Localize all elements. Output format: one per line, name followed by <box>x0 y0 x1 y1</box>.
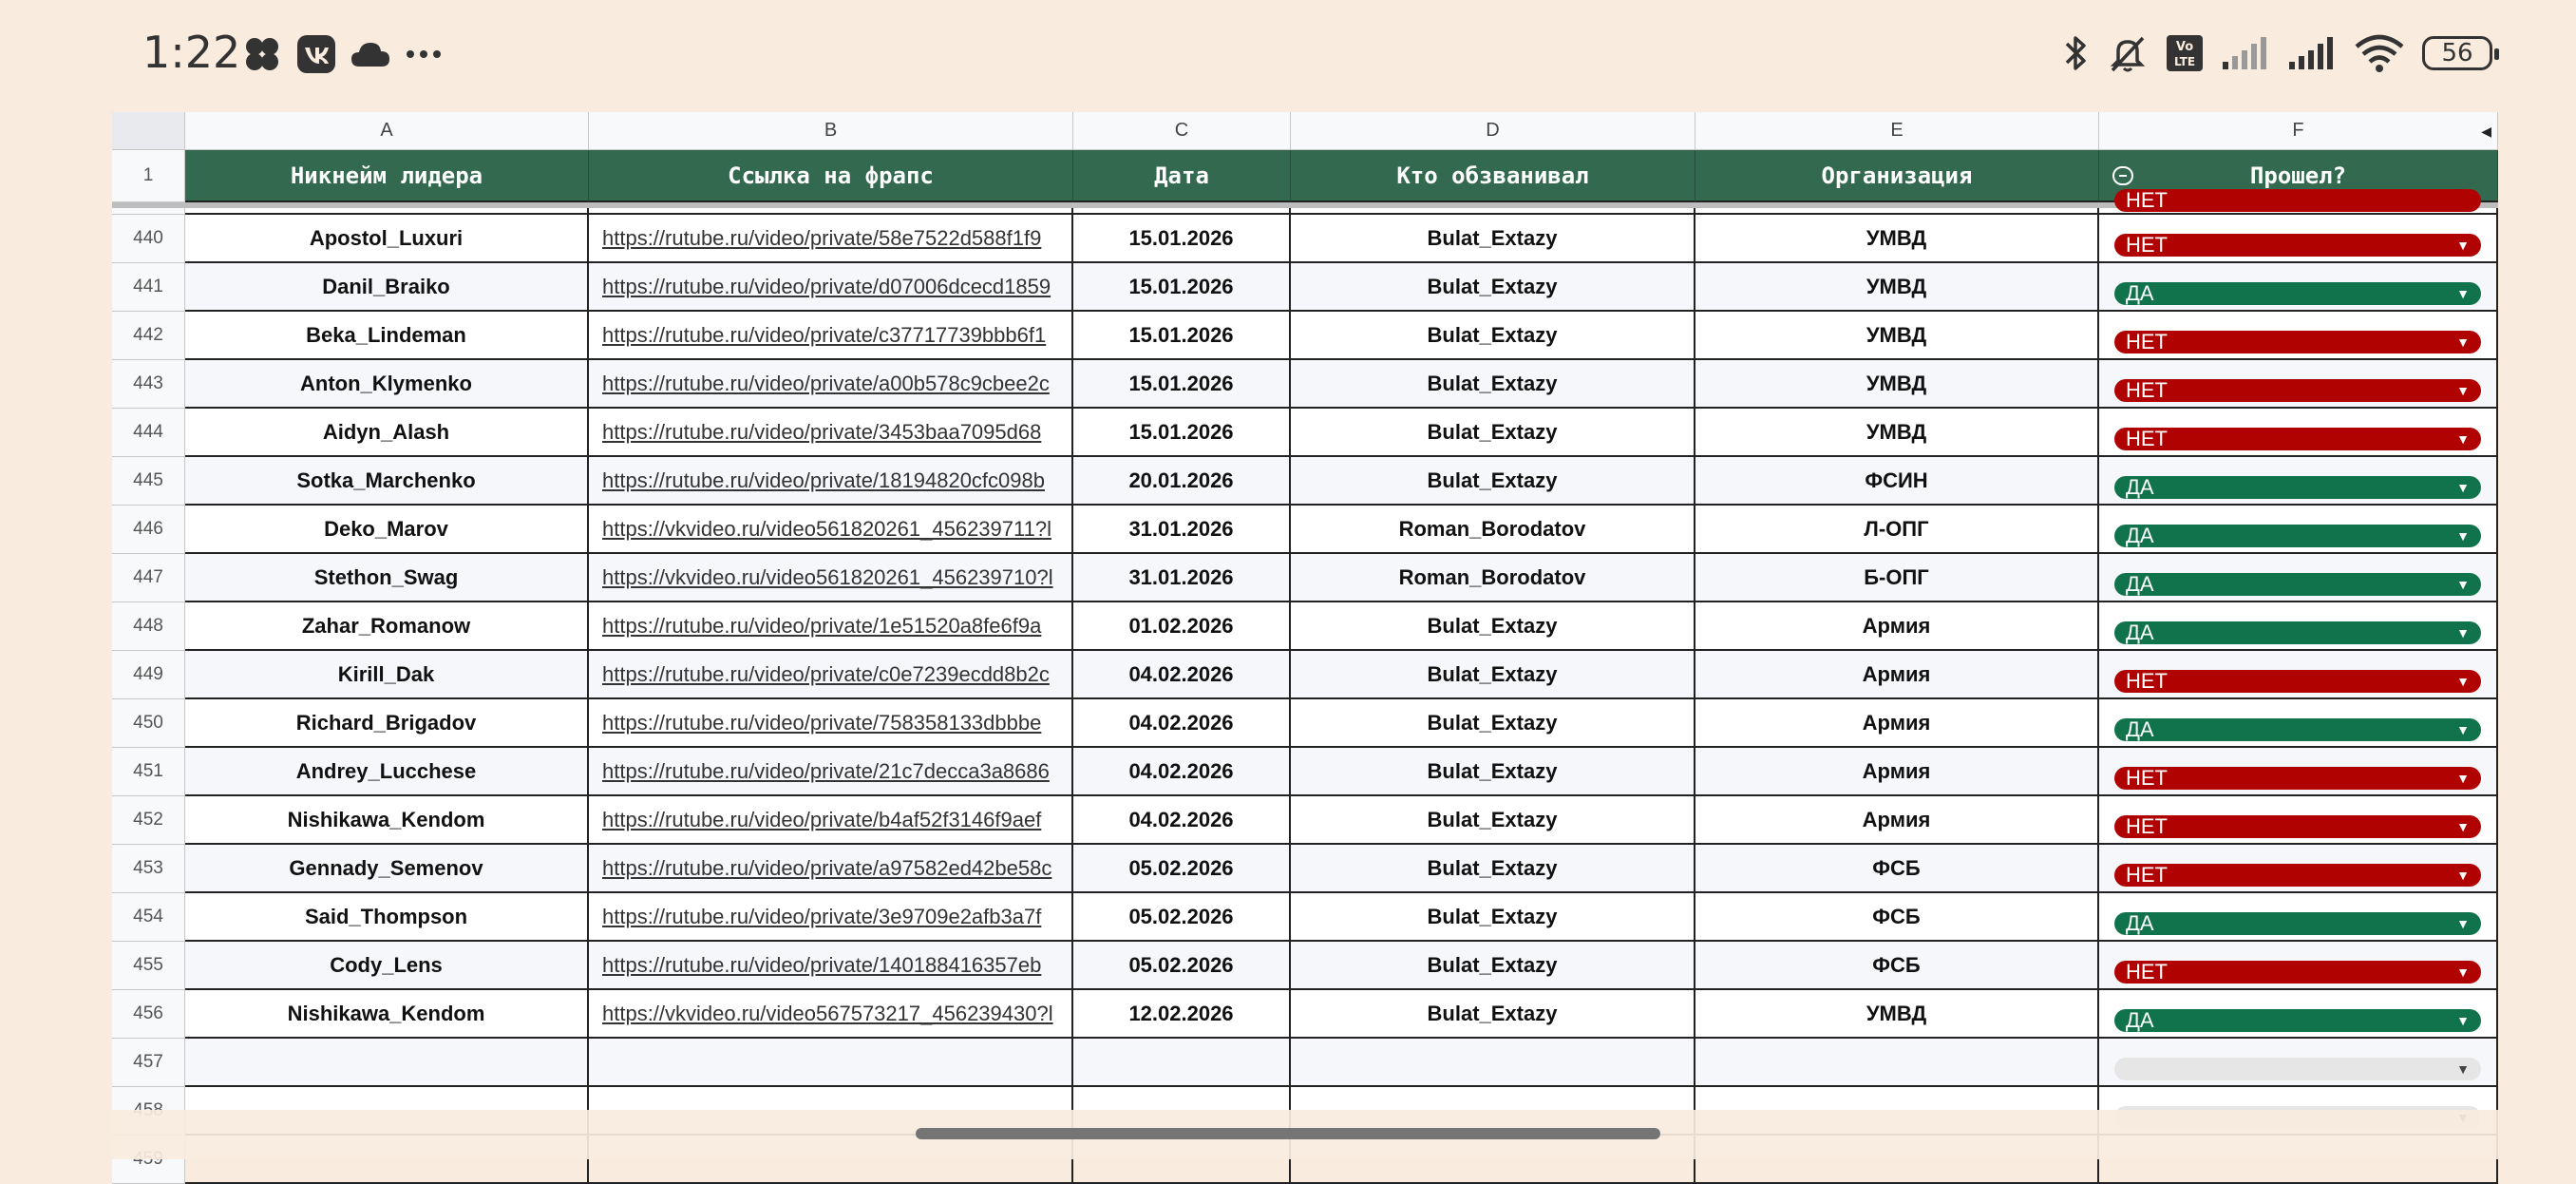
status-dropdown-chip[interactable] <box>2114 864 2481 887</box>
cell-link[interactable]: https://vkvideo.ru/video561820261_456239710?l <box>589 554 1073 602</box>
cell-status[interactable] <box>2099 1039 2498 1087</box>
select-all-corner[interactable] <box>112 112 185 150</box>
cell-link[interactable]: https://rutube.ru/video/private/140188416357eb <box>589 942 1073 990</box>
cloud-icon <box>350 38 391 70</box>
bluetooth-icon <box>2061 32 2090 74</box>
table-row <box>112 215 2498 263</box>
cell-caller[interactable]: Bulat_Extazy <box>1291 990 1695 1039</box>
status-dropdown-chip[interactable] <box>2114 234 2481 257</box>
cell-caller[interactable]: Roman_Borodatov <box>1291 506 1695 554</box>
status-dropdown-chip[interactable] <box>2114 718 2481 741</box>
status-dropdown-chip[interactable] <box>2114 573 2481 596</box>
dropdown-caret-icon: ▼ <box>2456 527 2470 544</box>
dropdown-caret-icon: ▼ <box>2456 818 2470 834</box>
cell-org[interactable]: Л-ОПГ <box>1695 506 2099 554</box>
cell-org[interactable]: УМВД <box>1695 312 2099 360</box>
status-chip-label: НЕТ <box>2126 377 2168 402</box>
clover-icon <box>241 35 283 73</box>
table-row <box>112 845 2498 893</box>
column-headers <box>112 112 2498 150</box>
cell-nickname[interactable]: Richard_Brigadov <box>185 699 589 748</box>
dropdown-caret-icon: ▼ <box>2456 479 2470 495</box>
partial-cell <box>185 208 589 215</box>
status-dropdown-chip[interactable] <box>2114 912 2481 935</box>
cell-link[interactable]: https://rutube.ru/video/private/58e7522d588f1f9 <box>589 215 1073 263</box>
cell-date[interactable]: 15.01.2026 <box>1073 215 1291 263</box>
cell-nickname[interactable]: Aidyn_Alash <box>185 409 589 457</box>
cell-status[interactable] <box>2099 699 2498 748</box>
status-chip-label: ДА <box>2126 1007 2154 1032</box>
partial-row-top <box>112 188 2498 215</box>
row-number[interactable]: 443 <box>112 360 185 409</box>
cell-status[interactable] <box>2099 409 2498 457</box>
cell-link[interactable]: https://rutube.ru/video/private/c0e7239ecdd8b2c <box>589 651 1073 699</box>
table-row <box>112 602 2498 651</box>
cell-caller[interactable]: Bulat_Extazy <box>1291 602 1695 651</box>
cell-status[interactable] <box>2099 215 2498 263</box>
row-number[interactable]: 1 <box>112 150 185 202</box>
dropdown-caret-icon: ▼ <box>2456 1012 2470 1028</box>
dropdown-caret-icon: ▼ <box>2456 770 2470 786</box>
column-header-f-label: F <box>2292 120 2304 141</box>
cell-status[interactable] <box>2099 796 2498 845</box>
cell-org[interactable]: ФСБ <box>1695 942 2099 990</box>
partial-cell <box>1073 208 1291 215</box>
cell-link[interactable]: https://vkvideo.ru/video567573217_456239430?l <box>589 990 1073 1039</box>
cell-status[interactable] <box>2099 554 2498 602</box>
battery-indicator: 56 <box>2422 36 2492 70</box>
cell-link[interactable]: https://rutube.ru/video/private/3453baa7095d68 <box>589 409 1073 457</box>
more-dots-icon <box>405 48 443 60</box>
table-row <box>112 1039 2498 1087</box>
table-row <box>112 893 2498 942</box>
table-row <box>112 990 2498 1039</box>
cell-date[interactable]: 05.02.2026 <box>1073 845 1291 893</box>
spreadsheet[interactable] <box>112 112 2498 1159</box>
status-chip-label: ДА <box>2126 280 2154 305</box>
cell-nickname[interactable] <box>185 1039 589 1087</box>
column-header-f[interactable] <box>2099 112 2498 150</box>
row-number-partial <box>112 208 185 215</box>
status-dropdown-chip[interactable] <box>2114 282 2481 305</box>
cell-caller[interactable]: Bulat_Extazy <box>1291 845 1695 893</box>
cell-caller[interactable]: Bulat_Extazy <box>1291 457 1695 506</box>
table-row <box>112 409 2498 457</box>
status-chip-label: НЕТ <box>2126 862 2168 887</box>
svg-text:Vo: Vo <box>2175 40 2194 54</box>
volte-icon <box>2166 34 2204 72</box>
cell-nickname[interactable]: Nishikawa_Kendom <box>185 990 589 1039</box>
cell-status[interactable] <box>2099 506 2498 554</box>
cell-status[interactable] <box>2099 845 2498 893</box>
cell-link[interactable]: https://rutube.ru/video/private/3e9709e2afb3a7f <box>589 893 1073 942</box>
status-chip-label: НЕТ <box>2126 426 2168 450</box>
header-cell-caller[interactable]: Кто обзванивал <box>1291 150 1695 202</box>
dropdown-caret-icon: ▼ <box>2456 430 2470 447</box>
column-header-a[interactable]: A <box>185 112 589 150</box>
row-number[interactable]: 448 <box>112 602 185 651</box>
cell-link[interactable]: https://rutube.ru/video/private/a00b578c9cbee2c <box>589 360 1073 409</box>
cell-caller[interactable]: Roman_Borodatov <box>1291 554 1695 602</box>
dropdown-caret-icon: ▼ <box>2456 867 2470 883</box>
cell-caller[interactable]: Bulat_Extazy <box>1291 796 1695 845</box>
status-chip-label: НЕТ <box>2126 668 2168 693</box>
cell-date[interactable]: 20.01.2026 <box>1073 457 1291 506</box>
cell-caller[interactable]: Bulat_Extazy <box>1291 409 1695 457</box>
vk-icon <box>296 34 336 74</box>
row-number[interactable]: 455 <box>112 942 185 990</box>
row-number[interactable]: 454 <box>112 893 185 942</box>
table-row <box>112 699 2498 748</box>
cell-nickname[interactable]: Apostol_Luxuri <box>185 215 589 263</box>
cell-status[interactable] <box>2099 893 2498 942</box>
row-number[interactable]: 445 <box>112 457 185 506</box>
data-rows <box>112 215 2498 1039</box>
cell-org[interactable]: Армия <box>1695 699 2099 748</box>
sheet-grid <box>112 150 2498 1184</box>
cell-link[interactable]: https://rutube.ru/video/private/c37717739bbb6f1 <box>589 312 1073 360</box>
cell-caller[interactable]: Bulat_Extazy <box>1291 360 1695 409</box>
cell-link[interactable]: https://rutube.ru/video/private/758358133dbbbe <box>589 699 1073 748</box>
status-dropdown-chip[interactable] <box>2114 670 2481 693</box>
status-dropdown-chip[interactable] <box>2114 621 2481 644</box>
cell-status[interactable] <box>2099 990 2498 1039</box>
row-number[interactable]: 456 <box>112 990 185 1039</box>
cell-link[interactable] <box>589 1039 1073 1087</box>
cell-status[interactable] <box>2099 942 2498 990</box>
cell-nickname[interactable]: Andrey_Lucchese <box>185 748 589 796</box>
dropdown-caret-icon: ▼ <box>2456 915 2470 931</box>
cell-org[interactable]: УМВД <box>1695 360 2099 409</box>
cell-nickname[interactable]: Kirill_Dak <box>185 651 589 699</box>
table-row <box>112 263 2498 312</box>
cell-nickname[interactable]: Danil_Braiko <box>185 263 589 312</box>
cell-nickname[interactable]: Anton_Klymenko <box>185 360 589 409</box>
cell-nickname[interactable]: Nishikawa_Kendom <box>185 796 589 845</box>
status-chip-label: ДА <box>2126 910 2154 935</box>
cell-org[interactable]: Армия <box>1695 602 2099 651</box>
svg-text:LTE: LTE <box>2173 55 2196 68</box>
partial-cell <box>589 208 1073 215</box>
cell-org[interactable]: Б-ОПГ <box>1695 554 2099 602</box>
cell-nickname[interactable]: Stethon_Swag <box>185 554 589 602</box>
cell-date[interactable] <box>1073 1039 1291 1087</box>
cell-date[interactable]: 04.02.2026 <box>1073 651 1291 699</box>
cell-nickname[interactable]: Gennady_Semenov <box>185 845 589 893</box>
cell-date[interactable]: 05.02.2026 <box>1073 942 1291 990</box>
cell-nickname[interactable]: Said_Thompson <box>185 893 589 942</box>
cell-date[interactable]: 12.02.2026 <box>1073 990 1291 1039</box>
cell-status[interactable] <box>2099 748 2498 796</box>
status-dropdown-chip[interactable] <box>2114 961 2481 983</box>
cell-nickname[interactable]: Cody_Lens <box>185 942 589 990</box>
status-dropdown-chip[interactable] <box>2114 189 2481 212</box>
header-cell-nickname[interactable]: Никнейм лидера <box>185 150 589 202</box>
cell-org[interactable]: УМВД <box>1695 409 2099 457</box>
table-row <box>112 457 2498 506</box>
row-number[interactable]: 457 <box>112 1039 185 1087</box>
cell-status[interactable] <box>2099 360 2498 409</box>
cell-date[interactable]: 01.02.2026 <box>1073 602 1291 651</box>
cell-status[interactable] <box>2099 602 2498 651</box>
cell-date[interactable]: 15.01.2026 <box>1073 409 1291 457</box>
cell-date[interactable]: 31.01.2026 <box>1073 554 1291 602</box>
cell-nickname[interactable]: Beka_Lindeman <box>185 312 589 360</box>
cell-date[interactable]: 05.02.2026 <box>1073 893 1291 942</box>
dropdown-caret-icon: ▼ <box>2456 1060 2470 1077</box>
row-number[interactable]: 453 <box>112 845 185 893</box>
status-dropdown-chip[interactable] <box>2114 1009 2481 1032</box>
cell-date[interactable]: 04.02.2026 <box>1073 699 1291 748</box>
status-chip-label: ДА <box>2126 523 2154 547</box>
status-chip-label: НЕТ <box>2126 329 2168 353</box>
signal-icon <box>2221 35 2270 71</box>
row-number[interactable]: 442 <box>112 312 185 360</box>
cell-status[interactable] <box>2099 651 2498 699</box>
partial-cell <box>1695 208 2099 215</box>
dropdown-caret-icon: ▼ <box>2456 576 2470 592</box>
cell-link[interactable]: https://rutube.ru/video/private/18194820cfc098b <box>589 457 1073 506</box>
column-header-e[interactable]: E <box>1695 112 2099 150</box>
cell-status[interactable] <box>2099 457 2498 506</box>
status-dropdown-chip[interactable] <box>2114 379 2481 402</box>
row-number[interactable]: 450 <box>112 699 185 748</box>
table-row <box>112 942 2498 990</box>
status-dropdown-chip[interactable] <box>2114 815 2481 838</box>
dropdown-caret-icon: ▼ <box>2456 673 2470 689</box>
clock: 1:22 <box>142 27 241 78</box>
cell-date[interactable]: 15.01.2026 <box>1073 312 1291 360</box>
status-chip-label: ДА <box>2126 571 2154 596</box>
signal-icon <box>2287 35 2337 71</box>
status-dropdown-chip[interactable] <box>2114 331 2481 353</box>
cell-org[interactable]: Армия <box>1695 651 2099 699</box>
cell-org[interactable]: УМВД <box>1695 263 2099 312</box>
table-row <box>112 506 2498 554</box>
cell-date[interactable]: 04.02.2026 <box>1073 748 1291 796</box>
cell-caller[interactable]: Bulat_Extazy <box>1291 651 1695 699</box>
row-number[interactable]: 446 <box>112 506 185 554</box>
cell-link[interactable]: https://rutube.ru/video/private/21c7decca3a8686 <box>589 748 1073 796</box>
cell-date[interactable]: 15.01.2026 <box>1073 263 1291 312</box>
status-dropdown-chip[interactable] <box>2114 428 2481 450</box>
collapse-left-icon[interactable]: ◀ <box>2481 124 2491 139</box>
status-chip-label: ДА <box>2126 620 2154 644</box>
cell-link[interactable]: https://rutube.ru/video/private/b4af52f3146f9aef <box>589 796 1073 845</box>
cell-org[interactable]: ФСБ <box>1695 893 2099 942</box>
partial-cell <box>1291 208 1695 215</box>
status-dropdown-chip[interactable] <box>2114 525 2481 547</box>
cell-date[interactable]: 15.01.2026 <box>1073 360 1291 409</box>
row-number[interactable]: 441 <box>112 263 185 312</box>
dropdown-caret-icon: ▼ <box>2456 334 2470 350</box>
cell-caller[interactable]: Bulat_Extazy <box>1291 748 1695 796</box>
cell-org[interactable] <box>1695 1039 2099 1087</box>
header-cell-date[interactable]: Дата <box>1073 150 1291 202</box>
header-cell-org[interactable]: Организация <box>1695 150 2099 202</box>
cell-nickname[interactable]: Sotka_Marchenko <box>185 457 589 506</box>
status-chip-label: НЕТ <box>2126 959 2168 983</box>
table-row <box>112 554 2498 602</box>
status-dropdown-chip[interactable] <box>2114 476 2481 499</box>
header-cell-link[interactable]: Ссылка на фрапс <box>589 150 1073 202</box>
dropdown-caret-icon: ▼ <box>2456 964 2470 980</box>
table-row <box>112 312 2498 360</box>
dropdown-caret-icon: ▼ <box>2456 382 2470 398</box>
status-chip-label: НЕТ <box>2126 765 2168 790</box>
dropdown-caret-icon: ▼ <box>2456 285 2470 301</box>
table-row <box>112 796 2498 845</box>
dropdown-caret-icon: ▼ <box>2456 237 2470 253</box>
row-number[interactable]: 447 <box>112 554 185 602</box>
cell-org[interactable]: Армия <box>1695 748 2099 796</box>
cell-link[interactable]: https://vkvideo.ru/video561820261_456239711?l <box>589 506 1073 554</box>
dropdown-caret-icon: ▼ <box>2456 624 2470 640</box>
column-header-c[interactable]: C <box>1073 112 1291 150</box>
status-dropdown-chip[interactable] <box>2114 1058 2481 1080</box>
bell-muted-icon <box>2107 32 2149 74</box>
cell-date[interactable]: 31.01.2026 <box>1073 506 1291 554</box>
row-number[interactable]: 444 <box>112 409 185 457</box>
column-header-d[interactable]: D <box>1291 112 1695 150</box>
cell-nickname[interactable]: Deko_Marov <box>185 506 589 554</box>
status-dropdown-chip[interactable] <box>2114 767 2481 790</box>
wifi-icon <box>2354 33 2405 73</box>
horizontal-scrollbar[interactable] <box>916 1128 1660 1139</box>
cell-status[interactable] <box>2099 312 2498 360</box>
table-row <box>112 651 2498 699</box>
cell-org[interactable]: УМВД <box>1695 990 2099 1039</box>
cell-caller[interactable]: Bulat_Extazy <box>1291 942 1695 990</box>
column-header-b[interactable]: B <box>589 112 1073 150</box>
cell-org[interactable]: УМВД <box>1695 215 2099 263</box>
status-chip-label: ДА <box>2126 716 2154 741</box>
cell-link[interactable]: https://rutube.ru/video/private/1e51520a8fe6f9a <box>589 602 1073 651</box>
cell-caller[interactable]: Bulat_Extazy <box>1291 263 1695 312</box>
table-row <box>112 360 2498 409</box>
filter-icon[interactable] <box>2112 166 2133 185</box>
cell-org[interactable]: ФСИН <box>1695 457 2099 506</box>
status-chip-label: НЕТ <box>2126 813 2168 838</box>
table-row <box>112 748 2498 796</box>
row-number[interactable]: 451 <box>112 748 185 796</box>
header-cell-passed-label: Прошел? <box>2249 162 2347 189</box>
cell-caller[interactable]: Bulat_Extazy <box>1291 312 1695 360</box>
cell-caller[interactable] <box>1291 1039 1695 1087</box>
partial-status-cell[interactable] <box>2099 188 2498 215</box>
cell-link[interactable]: https://rutube.ru/video/private/a97582ed42be58c <box>589 845 1073 893</box>
status-bar <box>0 0 2576 112</box>
cell-link[interactable]: https://rutube.ru/video/private/d07006dcecd1859 <box>589 263 1073 312</box>
cell-org[interactable]: ФСБ <box>1695 845 2099 893</box>
status-chip-label: ДА <box>2126 474 2154 499</box>
cell-caller[interactable]: Bulat_Extazy <box>1291 215 1695 263</box>
row-number[interactable]: 452 <box>112 796 185 845</box>
cell-caller[interactable]: Bulat_Extazy <box>1291 893 1695 942</box>
dropdown-caret-icon: ▼ <box>2456 721 2470 737</box>
cell-status[interactable] <box>2099 263 2498 312</box>
cell-caller[interactable]: Bulat_Extazy <box>1291 699 1695 748</box>
cell-org[interactable]: Армия <box>1695 796 2099 845</box>
status-chip-label: НЕТ <box>2126 232 2168 257</box>
status-chip-label: НЕТ <box>2126 188 2168 212</box>
row-number[interactable]: 440 <box>112 215 185 263</box>
row-number[interactable]: 449 <box>112 651 185 699</box>
cell-date[interactable]: 04.02.2026 <box>1073 796 1291 845</box>
cell-nickname[interactable]: Zahar_Romanow <box>185 602 589 651</box>
